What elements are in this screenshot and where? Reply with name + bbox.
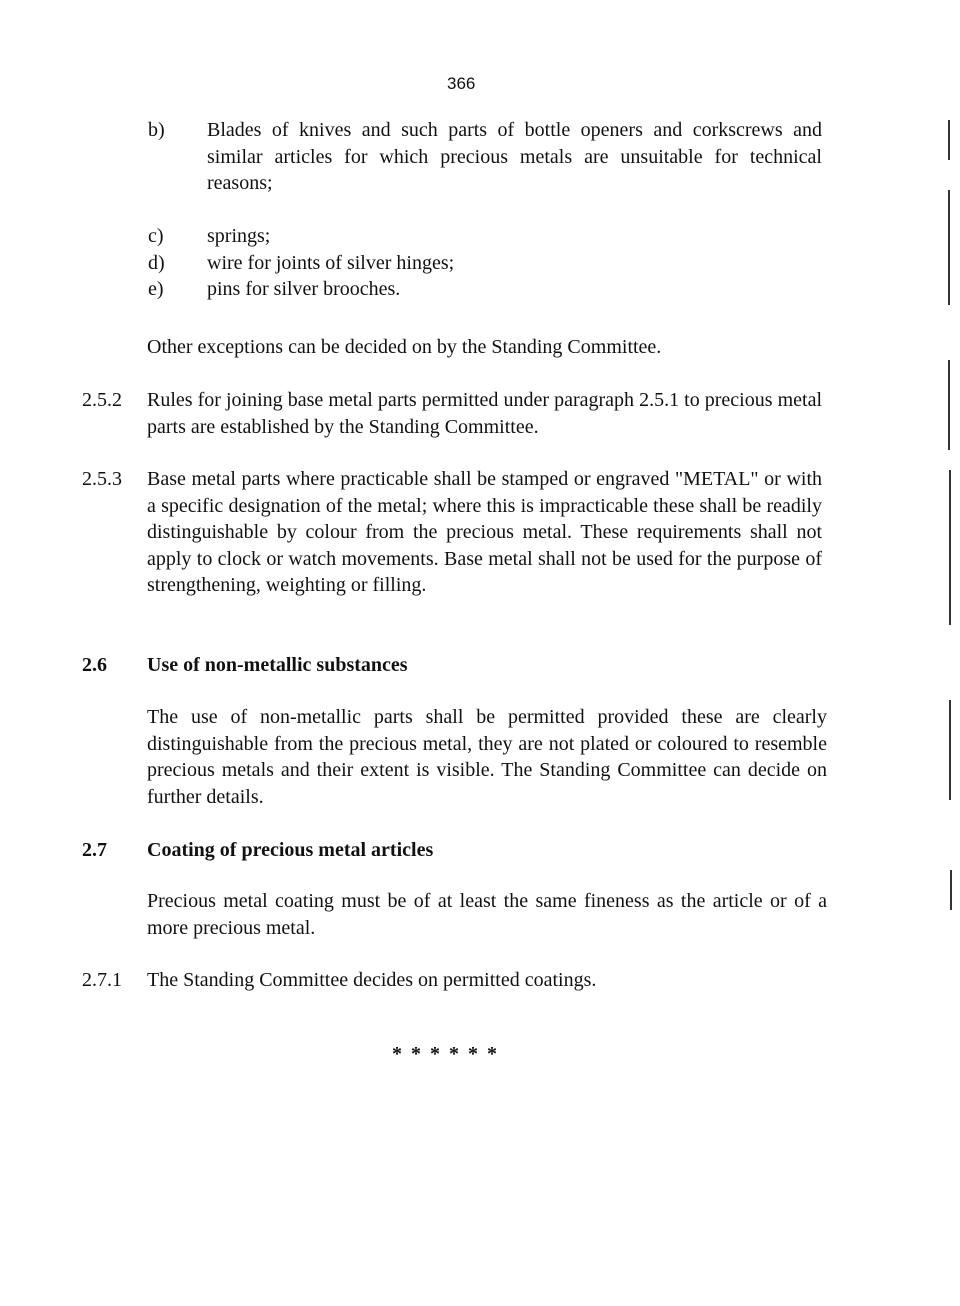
list-item-e: pins for silver brooches. bbox=[207, 278, 401, 300]
list-label-e: e) bbox=[148, 278, 164, 300]
other-exceptions-paragraph: Other exceptions can be decided on by the Standing Committee. bbox=[147, 336, 662, 358]
list-label-b: b) bbox=[148, 119, 165, 141]
scan-edge-line bbox=[948, 360, 950, 450]
scan-edge-line bbox=[948, 120, 950, 160]
section-2-5-3-text: Base metal parts where practicable shall be stamped or engraved "METAL" or with a specific designation of the metal; where this is impracticable these shall be readily distinguishable by colour from the precious metal. These requirements shall not apply to clock or watch movements. Base metal shall not be used for the purpose of strengthening, weighting or filling. bbox=[147, 468, 822, 596]
section-2-7-1-text: The Standing Committee decides on permitted coatings. bbox=[147, 969, 597, 991]
section-2-7-heading: Coating of precious metal articles bbox=[147, 839, 434, 861]
section-number-2-5-2: 2.5.2 bbox=[82, 389, 122, 411]
scan-edge-line bbox=[949, 470, 951, 625]
list-label-c: c) bbox=[148, 225, 164, 247]
list-item-b: Blades of knives and such parts of bottle openers and corkscrews and similar articles for which precious metals are unsuitable for technical reasons; bbox=[207, 119, 822, 194]
end-of-section-marker: * * * * * * bbox=[392, 1043, 497, 1065]
scan-edge-line bbox=[950, 870, 952, 910]
section-number-2-7: 2.7 bbox=[82, 839, 107, 861]
section-number-2-5-3: 2.5.3 bbox=[82, 468, 122, 490]
scan-edge-line bbox=[948, 190, 950, 305]
list-label-d: d) bbox=[148, 252, 165, 274]
section-number-2-6: 2.6 bbox=[82, 654, 107, 676]
scan-edge-line bbox=[949, 700, 951, 800]
list-item-c: springs; bbox=[207, 225, 271, 247]
section-2-6-text: The use of non-metallic parts shall be permitted provided these are clearly distinguishable from the precious metal, they are not plated or coloured to resemble precious metals and their extent is visible. The Standing Committee can decide on further details. bbox=[147, 706, 827, 808]
section-number-2-7-1: 2.7.1 bbox=[82, 969, 122, 991]
list-item-d: wire for joints of silver hinges; bbox=[207, 252, 455, 274]
section-2-6-heading: Use of non-metallic substances bbox=[147, 654, 408, 676]
page-number: 366 bbox=[447, 74, 476, 93]
section-2-5-2-text: Rules for joining base metal parts permitted under paragraph 2.5.1 to precious metal parts are established by the Standing Committee. bbox=[147, 389, 822, 438]
section-2-7-text: Precious metal coating must be of at least the same fineness as the article or of a more precious metal. bbox=[147, 890, 827, 939]
